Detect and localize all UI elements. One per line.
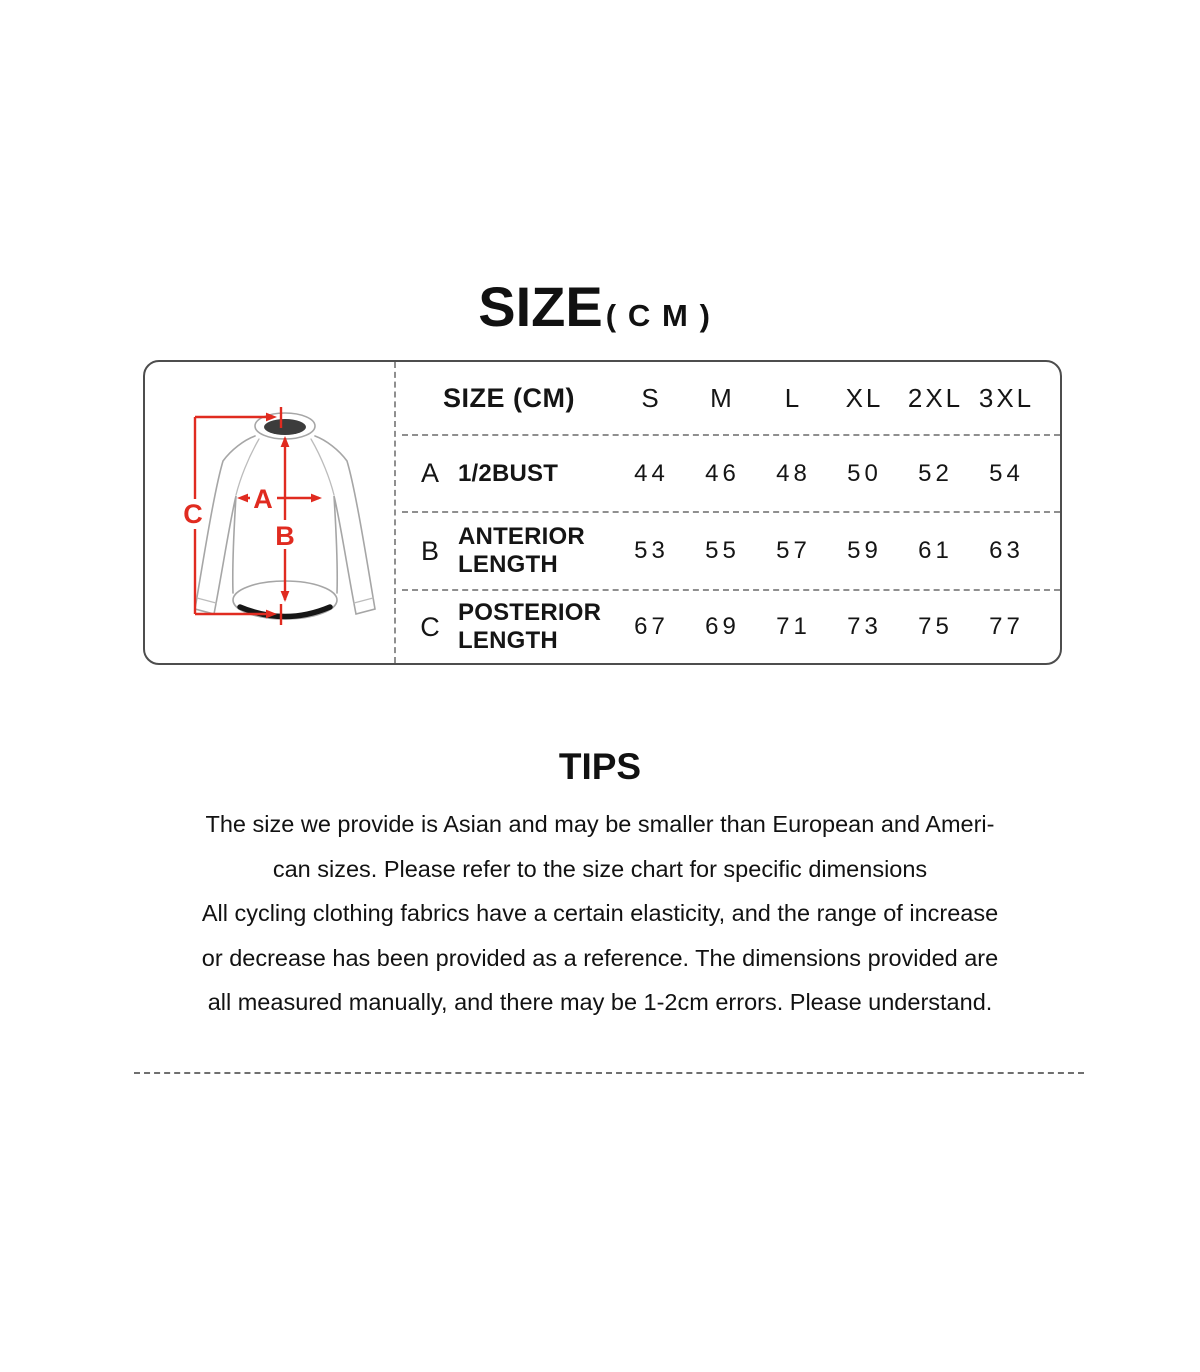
- value-xl: 50: [847, 459, 882, 487]
- page-title: [0, 274, 1200, 339]
- page-title-main: SIZE: [478, 275, 603, 338]
- value-l: 57: [776, 537, 811, 564]
- table-row-bust: [402, 436, 1060, 513]
- size-col-l: L: [784, 382, 803, 413]
- size-chart-box: [143, 360, 1062, 665]
- tips-line-2: can sizes. Please refer to the size chart for specific dimensions: [272, 855, 928, 882]
- measure-label-c: C: [183, 499, 203, 529]
- value-s: 67: [634, 613, 669, 640]
- dashed-divider: [134, 1072, 1084, 1074]
- tips-title: TIPS: [558, 746, 642, 787]
- measurement-table: [396, 362, 1060, 663]
- value-xl: 59: [847, 537, 882, 564]
- measurement-arrowheads: [237, 413, 322, 619]
- jersey-diagram-svg: [145, 362, 394, 663]
- value-l: 71: [776, 613, 811, 640]
- measure-label-b: B: [275, 521, 295, 551]
- value-2xl: 61: [918, 537, 953, 564]
- value-l: 48: [776, 459, 811, 487]
- value-3xl: 54: [989, 459, 1024, 487]
- row-letter: B: [420, 535, 439, 566]
- table-row-posterior-length: [402, 591, 1060, 663]
- size-col-2xl: 2XL: [907, 382, 964, 413]
- tips-line-4: or decrease has been provided as a reference. The dimensions provided are: [201, 944, 999, 971]
- value-2xl: 52: [918, 459, 953, 487]
- page-title-unit: (CM): [605, 298, 722, 333]
- row-name: ANTERIOR LENGTH: [458, 523, 585, 578]
- table-header-row: [402, 362, 1060, 436]
- size-col-3xl: 3XL: [978, 382, 1035, 413]
- table-row-anterior-length: [402, 513, 1060, 591]
- value-xl: 73: [847, 613, 882, 640]
- jersey-collar-opening: [264, 419, 306, 435]
- jersey-measurement-diagram: [145, 362, 396, 663]
- tips-line-1: The size we provide is Asian and may be smaller than European and Ameri-: [205, 811, 995, 837]
- row-letter: C: [420, 611, 440, 642]
- value-m: 46: [705, 459, 740, 487]
- tips-line-5: all measured manually, and there may be 1-2cm errors. Please understand.: [207, 989, 993, 1016]
- value-3xl: 77: [989, 613, 1024, 640]
- tips-line-3: All cycling clothing fabrics have a certain elasticity, and the range of increase: [201, 900, 999, 927]
- header-size-cm-label: SIZE (CM): [443, 382, 575, 413]
- row-name: 1/2BUST: [458, 459, 559, 487]
- row-letter: A: [420, 458, 439, 488]
- size-col-m: M: [710, 382, 735, 413]
- tips-paragraph: [0, 802, 1200, 1025]
- value-m: 69: [705, 613, 740, 640]
- value-3xl: 63: [989, 537, 1024, 564]
- value-m: 55: [705, 537, 740, 564]
- measurement-lines: [195, 407, 319, 625]
- value-s: 53: [634, 537, 669, 564]
- row-name: POSTERIOR LENGTH: [458, 599, 602, 654]
- value-2xl: 75: [918, 613, 953, 640]
- value-s: 44: [634, 459, 669, 487]
- size-col-xl: XL: [845, 382, 884, 413]
- measure-label-a: A: [253, 484, 273, 514]
- size-col-s: S: [641, 382, 662, 413]
